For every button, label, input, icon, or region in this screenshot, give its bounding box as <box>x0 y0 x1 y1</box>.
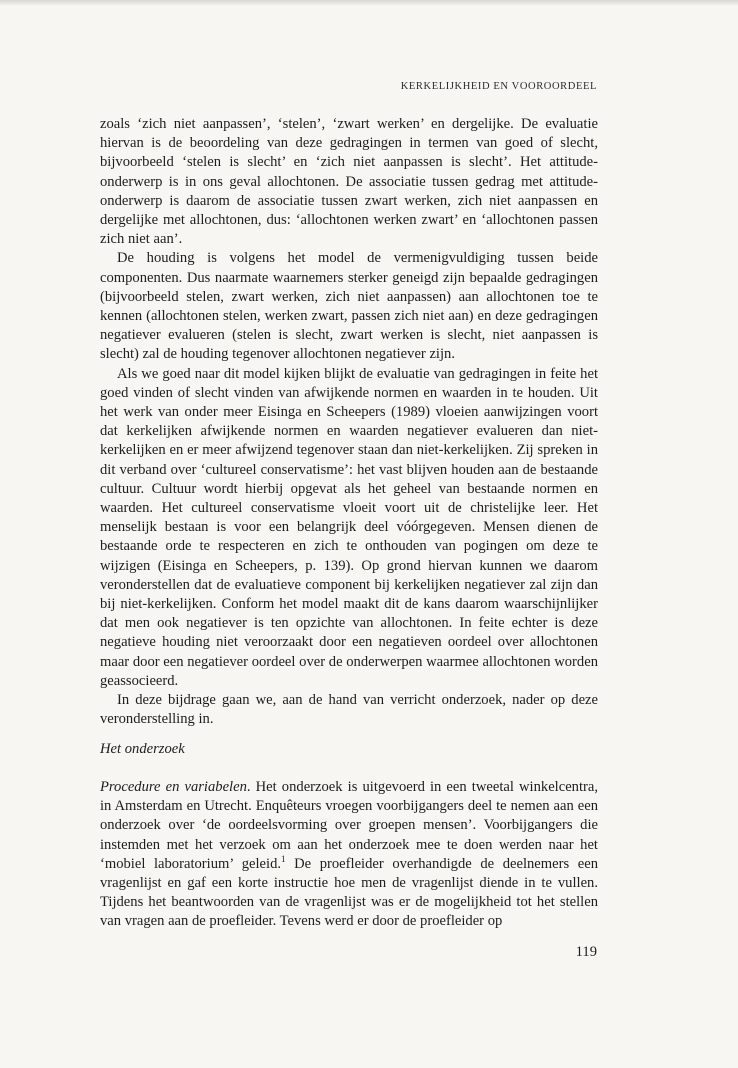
section-text-before-note: Het onderzoek is uitgevoerd in een tweetal winkelcentra, in Amsterdam en Utrecht. Enquêteurs vroegen voorbijgangers deel te nemen aan een onderzoek over ‘de oordeelsvorming over groepen mensen’. Voorbijgangers die instemden met het verzoek om aan het onderzoek mee te doen werden naar het ‘mobiel laboratorium’ geleid. <box>100 779 599 872</box>
scan-edge <box>0 0 738 6</box>
section-lead: Procedure en variabelen <box>100 779 247 795</box>
section-lead-punct: . <box>246 779 256 795</box>
paragraph-2: De houding is volgens het model de vermenigvuldiging tussen beide componenten. Dus naarmate waarnemers sterker geneigd zijn bepaalde gedragingen (bijvoorbeeld stelen, zwart werken, zich niet aanpassen) aan allochtonen toe te kennen (allochtonen stelen, werken zwart, passen zich niet aan) en deze gedragingen negatiever evalueren (stelen is slecht, zwart werken is slecht, niet aanpassen is slecht) zal de houding tegenover allochtonen negatiever zijn. <box>100 250 598 363</box>
body-text <box>100 115 598 730</box>
section-text <box>100 778 598 932</box>
footnote-ref[interactable]: 1 <box>281 853 286 864</box>
section-heading: Het onderzoek <box>100 741 185 757</box>
paragraph-1: zoals ‘zich niet aanpassen’, ‘stelen’, ‘zwart werken’ en dergelijke. De evaluatie hiervan is de beoordeling van deze gedragingen in termen van goed of slecht, bijvoorbeeld ‘stelen is slecht’ en ‘zich niet aanpassen is slecht’. Het attitude-onderwerp is in ons geval allochtonen. De associatie tussen gedrag met attitude-onderwerp is daarom de associatie tussen zwart werken, zich niet aanpassen en dergelijke met allochtonen, dus: ‘allochtonen werken zwart’ en ‘allochtonen passen zich niet aan’. <box>100 116 598 248</box>
paragraph-3: Als we goed naar dit model kijken blijkt de evaluatie van gedragingen in feite het goed vinden of slecht vinden van afwijkende normen en waarden in te houden. Uit het werk van onder meer Eisinga en Scheepers (1989) vloeien aanwijzingen voort dat kerkelijken afwijkende normen en waarden negatiever evalueren dan niet-kerkelijken en er meer afwijzend tegenover staan dan niet-kerkelijken. Zij spreken in dit verband over ‘cultureel conservatisme’: het vast blijven houden aan de bestaande cultuur. Cultuur wordt hierbij opgevat als het geheel van bestaande normen en waarden. Het cultureel conservatisme vloeit voort uit de christelijke leer. Het menselijk bestaan is voor een belangrijk deel vóórgegeven. Mensen dienen de bestaande orde te respecteren en zich te onthouden van pogingen om deze te wijzigen (Eisinga en Scheepers, p. 139). Op grond hiervan kunnen we daarom veronderstellen dat de evaluatieve component bij kerkelijken negatiever zal zijn dan bij niet-kerkelijken. Conform het model maakt dit de kans daarom waarschijnlijker dat men ook negatiever is ten opzichte van allochtonen. In feite echter is deze negatieve houding niet veroorzaakt door een negatieven oordeel over allochtonen maar door een negatiever oordeel over de onderwerpen waarmee allochtonen worden geassocieerd. <box>100 365 598 689</box>
page-number: 119 <box>575 944 597 960</box>
section-paragraph <box>100 778 598 932</box>
running-header: KERKELIJKHEID EN VOOROORDEEL <box>400 81 597 92</box>
paragraph-4: In deze bijdrage gaan we, aan de hand van verricht onderzoek, nader op deze veronderstelling in. <box>100 692 598 728</box>
section-text-after-note: De proefleider overhandigde de deelnemers een vragenlijst en gaf een korte instructie hoe men de vragenlijst diende in te vullen. Tijdens het beantwoorden van de vragenlijst was er de mogelijkheid tot het stellen van vragen aan de proefleider. Tevens werd er door de proefleider op <box>100 855 598 930</box>
